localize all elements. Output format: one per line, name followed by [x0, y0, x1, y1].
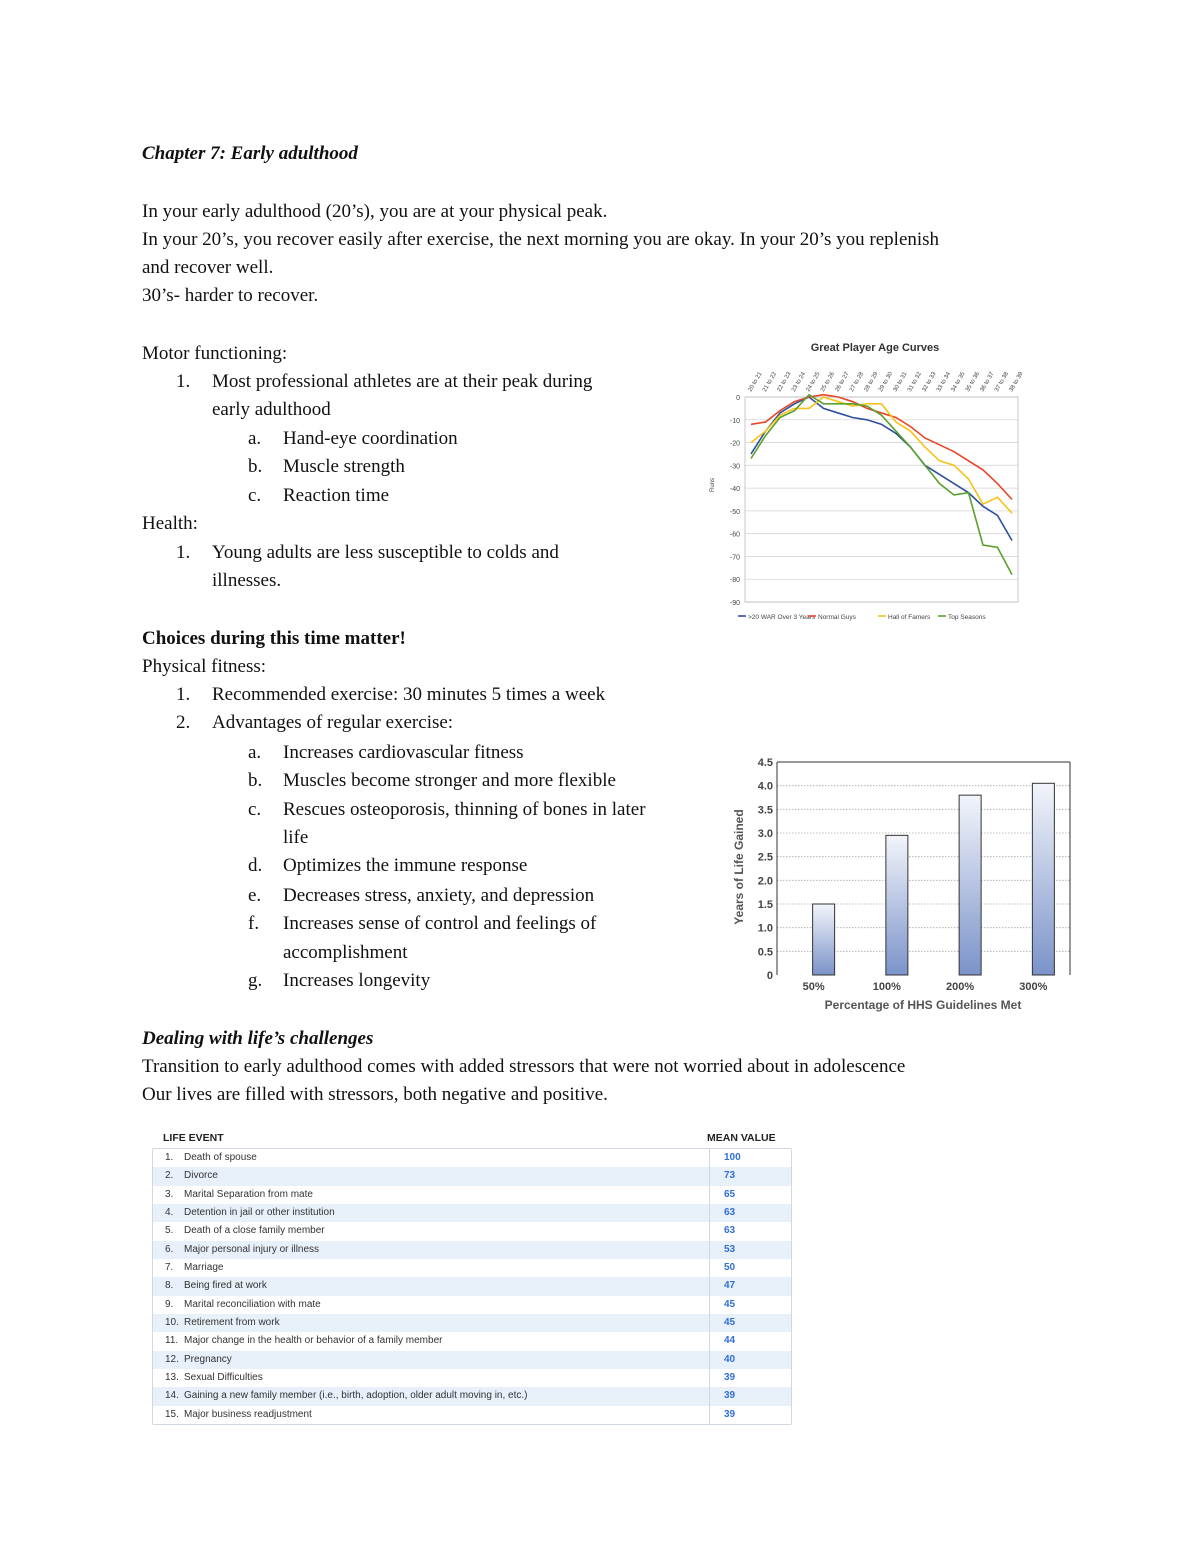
x-tick-label: 37 to 38	[994, 371, 1011, 393]
intro-line: In your 20’s, you recover easily after exercise, the next morning you are okay. In your 20’s you replenish	[142, 229, 940, 250]
intro-line: In your early adulthood (20’s), you are at your physical peak.	[142, 201, 608, 222]
column-divider	[709, 1241, 710, 1259]
row-event: Being fired at work	[184, 1280, 267, 1292]
column-divider	[709, 1204, 710, 1222]
x-axis-label: Percentage of HHS Guidelines Met	[824, 998, 1022, 1012]
row-value: 65	[724, 1188, 736, 1200]
row-number: 7.	[165, 1262, 174, 1274]
row-number: 8.	[165, 1280, 174, 1292]
column-divider	[709, 1351, 710, 1369]
life-gained-chart	[725, 745, 1085, 1020]
x-tick-label: 31 to 32	[907, 371, 924, 393]
list-letter: b.	[248, 456, 263, 477]
list-item: Muscles become stronger and more flexible	[283, 770, 616, 791]
column-divider	[709, 1259, 710, 1277]
row-event: Detention in jail or other institution	[184, 1207, 335, 1219]
health-heading: Health:	[142, 513, 198, 534]
row-value: 63	[724, 1225, 736, 1237]
x-tick-label: 34 to 35	[950, 371, 967, 393]
list-number: 1.	[176, 542, 191, 563]
col-event-header: LIFE EVENT	[163, 1132, 224, 1144]
row-number: 13.	[165, 1372, 179, 1384]
list-item: illnesses.	[212, 570, 282, 591]
series-line	[751, 395, 1012, 575]
x-tick-label: 27 to 28	[849, 371, 866, 393]
column-divider	[709, 1406, 710, 1424]
table-body	[152, 1148, 792, 1425]
y-tick-label: -70	[729, 554, 740, 562]
y-tick-label: 4.5	[757, 757, 773, 769]
y-tick-label: 4.0	[757, 780, 773, 793]
row-event: Marital reconciliation with mate	[184, 1298, 321, 1310]
y-tick-label: 3.5	[757, 804, 773, 817]
series-line	[751, 397, 1012, 541]
table-row	[153, 1222, 791, 1240]
row-event: Gaining a new family member (i.e., birth, adoption, older adult moving in, etc.)	[184, 1390, 528, 1402]
y-tick-label: 1.0	[757, 922, 773, 935]
column-divider	[709, 1332, 710, 1350]
y-tick-label: 3.0	[757, 828, 773, 840]
bar	[1032, 783, 1054, 975]
list-item-cont: accomplishment	[283, 942, 408, 963]
table-row	[153, 1296, 791, 1314]
table-row	[153, 1406, 791, 1424]
list-item: Hand-eye coordination	[283, 428, 458, 449]
row-number: 5.	[165, 1225, 174, 1237]
row-number: 11.	[165, 1335, 179, 1347]
challenges-line: Our lives are filled with stressors, both negative and positive.	[142, 1084, 608, 1105]
row-value: 45	[724, 1298, 736, 1310]
y-axis-label: Runs	[710, 477, 716, 493]
list-letter: c.	[248, 799, 262, 820]
page-title: Chapter 7: Early adulthood	[142, 143, 358, 164]
table-row	[153, 1369, 791, 1387]
x-tick-label: 100%	[872, 981, 901, 993]
x-tick-label: 22 to 23	[776, 371, 793, 393]
x-tick-label: 35 to 36	[965, 371, 982, 393]
row-event: Major personal injury or illness	[184, 1243, 320, 1255]
y-tick-label: -20	[729, 440, 740, 448]
fitness-heading: Physical fitness:	[142, 656, 267, 677]
y-tick-label: 0	[766, 970, 773, 982]
list-number: 1.	[176, 371, 191, 392]
row-value: 40	[724, 1353, 736, 1365]
list-letter: e.	[248, 885, 262, 906]
plot-area	[745, 397, 1018, 602]
legend-label: Top Seasons	[948, 614, 986, 621]
column-divider	[709, 1186, 710, 1204]
list-item: Young adults are less susceptible to colds and	[212, 542, 559, 563]
life-events-table	[152, 1130, 792, 1425]
row-number: 10.	[165, 1317, 179, 1329]
table-header	[152, 1130, 792, 1148]
x-tick-label: 32 to 33	[921, 371, 938, 393]
list-letter: c.	[248, 485, 262, 506]
row-event: Marital Separation from mate	[184, 1188, 313, 1200]
list-letter: f.	[248, 913, 260, 934]
y-tick-label: -60	[729, 531, 740, 539]
x-tick-label: 30 to 31	[892, 371, 909, 393]
row-value: 47	[724, 1280, 736, 1292]
row-value: 45	[724, 1317, 736, 1329]
table-row	[153, 1332, 791, 1350]
row-value: 39	[724, 1408, 736, 1420]
y-tick-label: -30	[729, 463, 740, 471]
row-event: Death of spouse	[184, 1152, 257, 1163]
column-divider	[709, 1167, 710, 1185]
list-item: Most professional athletes are at their peak during	[212, 371, 593, 392]
list-item: Increases cardiovascular fitness	[283, 742, 524, 763]
row-number: 14.	[165, 1390, 179, 1402]
x-tick-label: 23 to 24	[791, 371, 808, 393]
motor-heading: Motor functioning:	[142, 343, 288, 364]
table-row	[153, 1277, 791, 1295]
x-tick-label: 20 to 21	[747, 371, 764, 393]
row-value: 50	[724, 1262, 736, 1274]
x-tick-label: 29 to 30	[878, 371, 895, 393]
list-item: Optimizes the immune response	[283, 855, 528, 876]
y-tick-label: 0	[736, 395, 740, 402]
table-row	[153, 1387, 791, 1405]
table-row	[153, 1149, 791, 1167]
table-row	[153, 1186, 791, 1204]
column-divider	[709, 1277, 710, 1295]
list-number: 2.	[176, 712, 191, 733]
x-tick-label: 36 to 37	[979, 371, 996, 393]
list-item: Increases sense of control and feelings of	[283, 913, 597, 934]
row-value: 100	[724, 1152, 741, 1163]
x-tick-label: 25 to 26	[820, 371, 837, 393]
x-tick-label: 38 to 39	[1008, 371, 1025, 393]
age-curves-chart	[700, 335, 1040, 625]
list-item: Muscle strength	[283, 456, 405, 477]
legend-label: Hall of Famers	[888, 614, 931, 621]
list-item: Increases longevity	[283, 970, 431, 991]
x-tick-label: 33 to 34	[936, 371, 953, 393]
challenges-heading: Dealing with life’s challenges	[142, 1028, 374, 1049]
row-event: Major business readjustment	[184, 1408, 312, 1420]
y-axis-label: Years of Life Gained	[732, 809, 746, 925]
row-number: 2.	[165, 1170, 174, 1182]
y-tick-label: -10	[729, 417, 740, 425]
list-item: Decreases stress, anxiety, and depression	[283, 885, 595, 906]
table-row	[153, 1314, 791, 1332]
row-event: Retirement from work	[184, 1317, 280, 1329]
x-tick-label: 300%	[1019, 981, 1048, 993]
list-item: Reaction time	[283, 485, 390, 506]
row-number: 4.	[165, 1207, 174, 1219]
list-number: 1.	[176, 684, 191, 705]
x-tick-label: 24 to 25	[805, 371, 822, 393]
table-row	[153, 1351, 791, 1369]
legend-label: >20 WAR Over 3 Years	[748, 614, 816, 621]
table-row	[153, 1167, 791, 1185]
row-event: Major change in the health or behavior of a family member	[184, 1335, 443, 1347]
x-tick-label: 50%	[802, 981, 825, 993]
column-divider	[709, 1149, 710, 1167]
list-letter: a.	[248, 742, 262, 763]
row-number: 15.	[165, 1408, 179, 1420]
list-item: early adulthood	[212, 399, 331, 420]
legend-label: Normal Guys	[818, 614, 856, 621]
column-divider	[709, 1314, 710, 1332]
bar	[813, 904, 835, 975]
y-tick-label: 1.5	[757, 899, 773, 911]
list-item: Advantages of regular exercise:	[212, 712, 454, 733]
row-value: 44	[724, 1335, 736, 1347]
table-row	[153, 1259, 791, 1277]
row-value: 53	[724, 1243, 736, 1255]
row-value: 39	[724, 1390, 736, 1402]
row-event: Sexual Difficulties	[184, 1372, 263, 1384]
x-tick-label: 28 to 29	[863, 371, 880, 393]
challenges-line: Transition to early adulthood comes with added stressors that were not worried about in adolescence	[142, 1056, 906, 1077]
y-tick-label: 0.5	[757, 946, 773, 959]
row-value: 63	[724, 1207, 736, 1219]
list-item: Recommended exercise: 30 minutes 5 times a week	[212, 684, 606, 705]
row-number: 12.	[165, 1353, 179, 1365]
row-number: 3.	[165, 1188, 174, 1200]
column-divider	[709, 1222, 710, 1240]
table-row	[153, 1241, 791, 1259]
row-event: Divorce	[184, 1170, 218, 1182]
list-letter: a.	[248, 428, 262, 449]
x-tick-label: 26 to 27	[834, 371, 851, 393]
y-tick-label: 2.5	[757, 851, 773, 864]
row-event: Death of a close family member	[184, 1225, 325, 1237]
intro-line: 30’s- harder to recover.	[142, 285, 319, 306]
row-number: 9.	[165, 1298, 174, 1310]
list-item: Rescues osteoporosis, thinning of bones in later	[283, 799, 646, 820]
list-item-cont: life	[283, 827, 309, 848]
col-value-header: MEAN VALUE	[707, 1132, 776, 1144]
table-row	[153, 1204, 791, 1222]
x-tick-label: 21 to 22	[762, 371, 779, 393]
list-letter: b.	[248, 770, 263, 791]
intro-line: and recover well.	[142, 257, 274, 278]
x-tick-label: 200%	[946, 981, 975, 993]
row-value: 39	[724, 1372, 736, 1384]
list-letter: g.	[248, 970, 263, 991]
row-number: 6.	[165, 1243, 174, 1255]
row-value: 73	[724, 1170, 736, 1182]
column-divider	[709, 1369, 710, 1387]
choices-heading: Choices during this time matter!	[142, 628, 406, 649]
y-tick-label: 2.0	[757, 875, 773, 888]
y-tick-label: -80	[729, 577, 740, 585]
column-divider	[709, 1387, 710, 1405]
y-tick-label: -40	[729, 486, 740, 494]
y-tick-label: -90	[729, 600, 740, 607]
bar	[886, 835, 908, 975]
chart-title: Great Player Age Curves	[810, 342, 940, 354]
column-divider	[709, 1296, 710, 1314]
bar	[959, 795, 981, 975]
row-event: Pregnancy	[184, 1353, 232, 1365]
row-number: 1.	[165, 1152, 174, 1163]
list-letter: d.	[248, 855, 263, 876]
y-tick-label: -50	[729, 508, 740, 516]
row-event: Marriage	[184, 1262, 224, 1274]
